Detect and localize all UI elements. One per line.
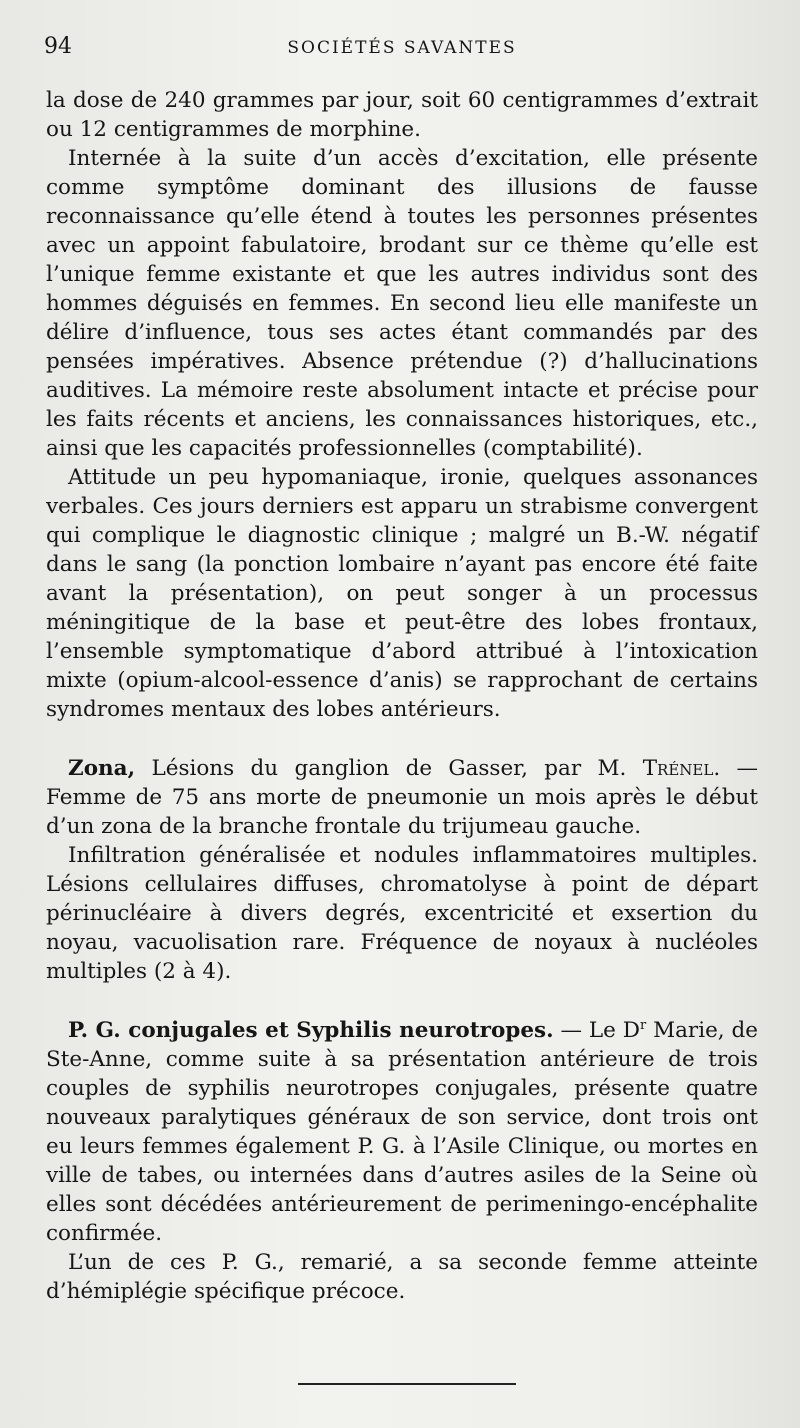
- zona-rest: . — Femme de 75 ans morte de pneumonie un mois après le début d’un zona de la branche frontale du trijumeau gauche.: [46, 756, 758, 839]
- pg-title: P. G. conjugales et Syphilis neurotropes.: [68, 1018, 554, 1043]
- zona-paragraph-2: Infiltration généralisée et nodules inflammatoires multiples. Lésions cellulaires diffuses, chromatolyse à point de départ périnucléaire à divers degrés, excentricité et exsertion du noyau, vacuolisation rare. Fréquence de noyaux à nucléoles multiples (2 à 4).: [46, 843, 758, 984]
- paragraph-internment: Internée à la suite d’un accès d’excitation, elle présente comme symptôme dominant des illusions de fausse reconnaissance qu’elle étend à toutes les personnes présentes avec un appoint fabulatoire, brodant sur ce thème qu’elle est l’unique femme existante et que les autres individus sont des hommes déguisés en femmes. En second lieu elle manifeste un délire d’influence, tous ses actes étant commandés par des pensées impératives. Absence prétendue (?) d’hallucinations auditives. La mémoire reste absolument intacte et précise pour les faits récents et anciens, les connaissances historiques, etc., ainsi que les capacités professionnelles (comptabilité).: [46, 146, 758, 461]
- page-header: [44, 34, 760, 74]
- zona-author: Trénel: [642, 756, 714, 781]
- zona-lead: Lésions du ganglion de Gasser, par M.: [135, 756, 643, 781]
- running-head: SOCIÉTÉS SAVANTES: [287, 38, 517, 58]
- pg-rest: Marie, de Ste-Anne, comme suite à sa présentation antérieure de trois couples de syphilis neurotropes conjugales, présente quatre nouveaux paralytiques généraux de son service, dont trois ont eu leurs femmes également P. G. à l’Asile Clinique, ou mortes en ville de tabes, ou internées dans d’autres asiles de la Seine où elles sont décédées antérieurement de perimeningo-encéphalite confirmée.: [46, 1018, 758, 1246]
- pg-paragraph: [46, 1016, 758, 1248]
- section-pg: [46, 1016, 758, 1306]
- zona-paragraph: [46, 754, 758, 841]
- zona-title: Zona,: [68, 756, 136, 781]
- section-zona: [46, 754, 758, 986]
- pg-sup: r: [639, 1017, 647, 1033]
- pg-paragraph-2: L’un de ces P. G., remarié, a sa seconde femme atteinte d’hémiplégie spécifique précoce.: [46, 1250, 758, 1304]
- end-rule: [298, 1383, 516, 1385]
- paragraph-continuation: la dose de 240 grammes par jour, soit 60 centigrammes d’extrait ou 12 centigrammes de morphine.: [46, 88, 758, 142]
- page-number: 94: [44, 34, 72, 59]
- body-text: [46, 86, 758, 1306]
- paragraph-attitude: Attitude un peu hypomaniaque, ironie, quelques assonances verbales. Ces jours derniers est apparu un strabisme convergent qui complique le diagnostic clinique ; malgré un B.-W. négatif dans le sang (la ponction lombaire n’ayant pas encore été faite avant la présentation), on peut songer à un processus méningitique de la base et peut-être des lobes frontaux, l’ensemble symptomatique d’abord attribué à l’intoxication mixte (opium-alcool-essence d’anis) se rapprochant de certains syndromes mentaux des lobes antérieurs.: [46, 465, 758, 722]
- pg-lead: — Le D: [553, 1018, 640, 1043]
